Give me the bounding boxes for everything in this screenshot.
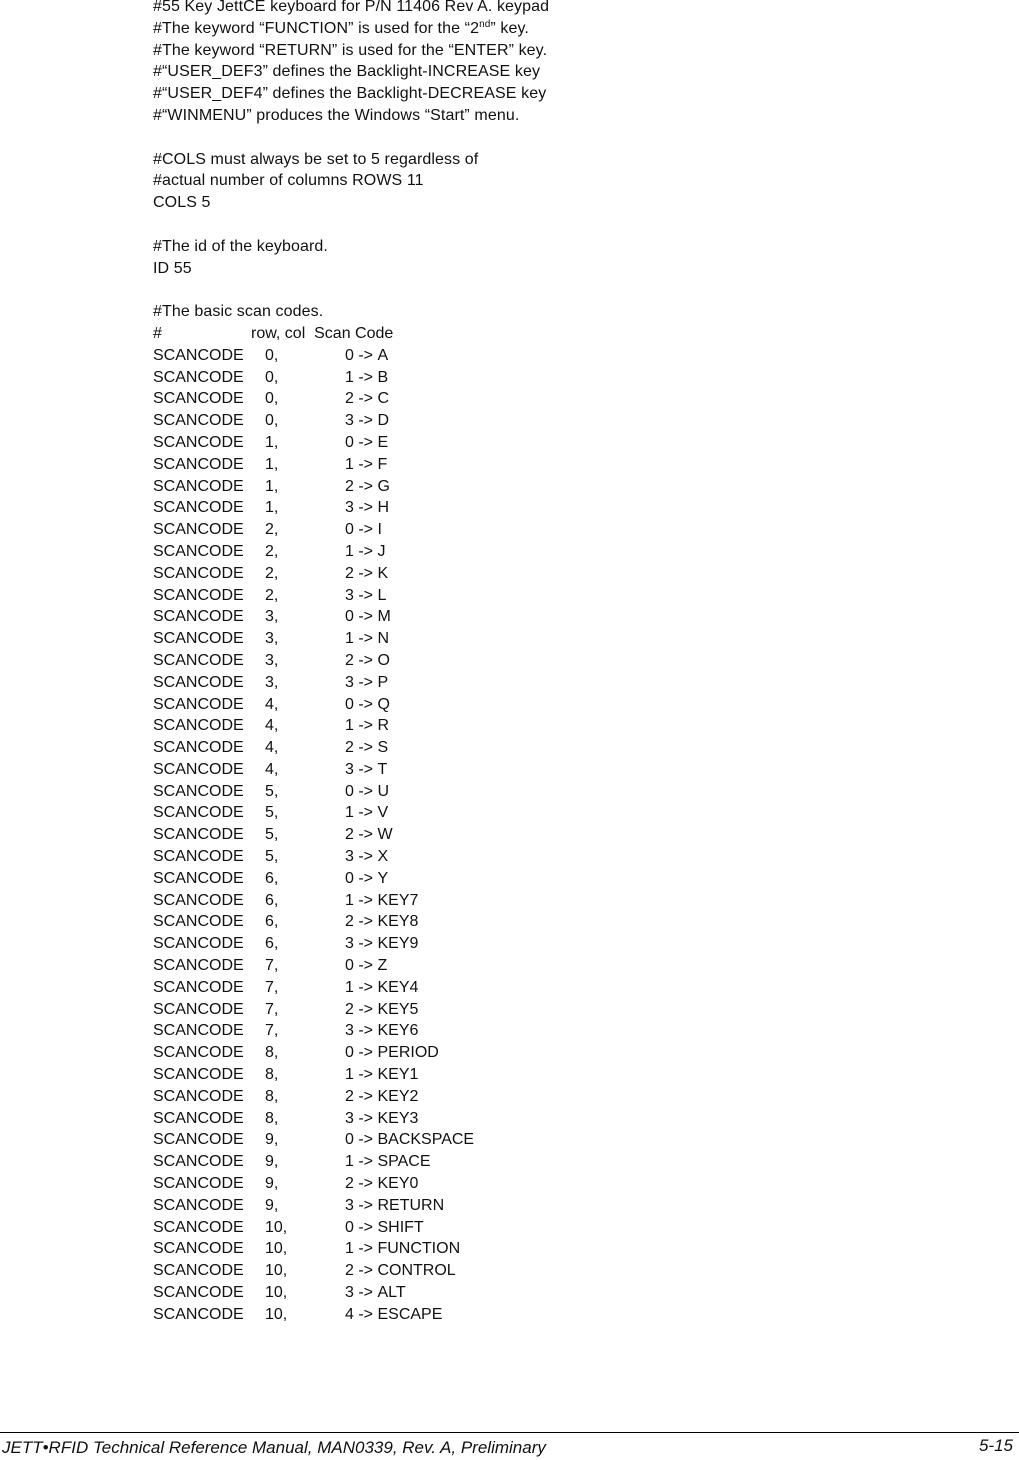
comment-line: #COLS must always be set to 5 regardless of	[153, 150, 479, 168]
blank-line	[153, 214, 973, 236]
scancode-value: C	[377, 390, 390, 408]
scancode-value: G	[377, 477, 390, 495]
scancode-row	[153, 410, 973, 432]
arrow-text: ->	[353, 673, 378, 691]
scancode-value: A	[377, 346, 389, 364]
arrow-text: ->	[353, 869, 378, 887]
scancode-row-index: 2,	[265, 521, 279, 539]
scancode-row-index: 9,	[265, 1131, 279, 1149]
scancode-row	[153, 737, 973, 759]
scancode-col-index: 2	[345, 477, 354, 495]
header-columns: row, col Scan Code	[251, 324, 394, 342]
scancode-col-index: 2	[345, 651, 354, 669]
scancode-row	[153, 694, 973, 716]
scancode-keyword: SCANCODE	[153, 651, 244, 669]
scancode-row-index: 1,	[265, 433, 279, 451]
scancode-value: S	[377, 739, 389, 757]
scancode-keyword: SCANCODE	[153, 1262, 244, 1280]
scancode-row-index: 10,	[265, 1284, 288, 1302]
scancode-col-index: 0	[345, 695, 354, 713]
scancode-value: KEY4	[377, 978, 419, 996]
arrow-text: ->	[353, 412, 378, 430]
comment-line: #“USER_DEF4” defines the Backlight-DECREASE key	[153, 85, 547, 103]
scancode-row	[153, 846, 973, 868]
arrow-text: ->	[353, 1284, 378, 1302]
scancode-keyword: SCANCODE	[153, 1066, 244, 1084]
scancode-row	[153, 672, 973, 694]
scancode-keyword: SCANCODE	[153, 1109, 244, 1127]
scancode-value: F	[377, 455, 388, 473]
scancode-keyword: SCANCODE	[153, 412, 244, 430]
arrow-text: ->	[353, 1022, 378, 1040]
scancode-value: KEY2	[377, 1087, 419, 1105]
scancode-row-index: 6,	[265, 935, 279, 953]
scancode-col-index: 3	[345, 586, 354, 604]
scancode-value: R	[377, 717, 390, 735]
comment-line: #The keyword “RETURN” is used for the “ENTER” key.	[153, 41, 548, 59]
scancode-row	[153, 585, 973, 607]
scancode-row-index: 1,	[265, 477, 279, 495]
arrow-text: ->	[353, 1175, 378, 1193]
scancode-col-index: 3	[345, 1022, 354, 1040]
scancode-value: E	[377, 433, 389, 451]
scancode-row	[153, 606, 973, 628]
scancode-row-index: 5,	[265, 804, 279, 822]
scancode-value: FUNCTION	[377, 1240, 461, 1258]
scancode-col-index: 1	[345, 368, 354, 386]
scancode-row-index: 5,	[265, 826, 279, 844]
scancode-value: L	[377, 586, 387, 604]
arrow-text: ->	[353, 978, 378, 996]
scancode-row	[153, 454, 973, 476]
scancode-value: I	[377, 521, 382, 539]
scancode-keyword: SCANCODE	[153, 1284, 244, 1302]
arrow-text: ->	[353, 1044, 378, 1062]
scancode-row	[153, 781, 973, 803]
scancode-col-index: 1	[345, 978, 354, 996]
scancode-col-index: 0	[345, 521, 354, 539]
scancode-col-index: 3	[345, 935, 354, 953]
scancode-row-index: 8,	[265, 1044, 279, 1062]
scancode-col-index: 0	[345, 1044, 354, 1062]
scancode-value: P	[377, 673, 389, 691]
scancode-col-index: 1	[345, 1240, 354, 1258]
scancode-value: B	[377, 368, 389, 386]
scancode-keyword: SCANCODE	[153, 782, 244, 800]
scancode-col-index: 3	[345, 1109, 354, 1127]
scancode-value: M	[377, 608, 391, 626]
scancode-row-index: 9,	[265, 1153, 279, 1171]
scancode-row	[153, 1238, 973, 1260]
scancode-section	[153, 301, 973, 1325]
scancode-row-index: 4,	[265, 695, 279, 713]
scancode-value: T	[377, 760, 388, 778]
scancode-keyword: SCANCODE	[153, 848, 244, 866]
scancode-row-index: 8,	[265, 1066, 279, 1084]
scancode-keyword: SCANCODE	[153, 1022, 244, 1040]
arrow-text: ->	[353, 608, 378, 626]
scancode-col-index: 0	[345, 957, 354, 975]
scancode-keyword: SCANCODE	[153, 717, 244, 735]
arrow-text: ->	[353, 913, 378, 931]
arrow-text: ->	[353, 1196, 378, 1214]
scancode-row	[153, 715, 973, 737]
scancode-value: RETURN	[377, 1196, 445, 1214]
scancode-col-index: 2	[345, 1262, 354, 1280]
scancode-value: KEY1	[377, 1066, 419, 1084]
scancode-col-index: 2	[345, 1087, 354, 1105]
scancode-col-index: 2	[345, 564, 354, 582]
scancode-col-index: 1	[345, 455, 354, 473]
arrow-text: ->	[353, 935, 378, 953]
scancode-value: H	[377, 499, 390, 517]
scancode-col-index: 3	[345, 412, 354, 430]
scancode-col-index: 1	[345, 804, 354, 822]
scancode-row	[153, 868, 973, 890]
scancode-keyword: SCANCODE	[153, 760, 244, 778]
scancode-row	[153, 1042, 973, 1064]
scancode-row	[153, 824, 973, 846]
scancode-row-index: 8,	[265, 1087, 279, 1105]
scancode-col-index: 1	[345, 717, 354, 735]
scancode-col-index: 1	[345, 1153, 354, 1171]
scancode-row	[153, 999, 973, 1021]
scancode-row-index: 6,	[265, 891, 279, 909]
scancode-value: KEY6	[377, 1022, 419, 1040]
scancode-keyword: SCANCODE	[153, 673, 244, 691]
scancode-keyword: SCANCODE	[153, 913, 244, 931]
arrow-text: ->	[353, 564, 378, 582]
page-number: 5-15	[978, 1436, 1013, 1455]
scancode-keyword: SCANCODE	[153, 477, 244, 495]
scancode-row-index: 0,	[265, 346, 279, 364]
scancode-col-index: 3	[345, 1196, 354, 1214]
arrow-text: ->	[353, 1240, 378, 1258]
scancode-col-index: 4	[345, 1305, 354, 1323]
scancode-keyword: SCANCODE	[153, 978, 244, 996]
scancode-row	[153, 541, 973, 563]
scancode-row	[153, 628, 973, 650]
scancode-row-index: 7,	[265, 1000, 279, 1018]
scancode-col-index: 0	[345, 1131, 354, 1149]
arrow-text: ->	[353, 695, 378, 713]
id-section	[153, 236, 973, 280]
scancode-value: KEY5	[377, 1000, 419, 1018]
arrow-text: ->	[353, 499, 378, 517]
scancode-col-index: 0	[345, 782, 354, 800]
arrow-text: ->	[353, 1153, 378, 1171]
scancode-value: D	[377, 412, 390, 430]
scancode-row	[153, 1020, 973, 1042]
scancode-value: W	[377, 826, 393, 844]
scancode-keyword: SCANCODE	[153, 935, 244, 953]
scancode-row-index: 4,	[265, 760, 279, 778]
arrow-text: ->	[353, 717, 378, 735]
arrow-text: ->	[353, 455, 378, 473]
scancode-value: PERIOD	[377, 1044, 439, 1062]
arrow-text: ->	[353, 739, 378, 757]
scancode-keyword: SCANCODE	[153, 957, 244, 975]
scancode-col-index: 2	[345, 1000, 354, 1018]
arrow-text: ->	[353, 390, 378, 408]
scancode-keyword: SCANCODE	[153, 804, 244, 822]
scancode-row	[153, 650, 973, 672]
scancode-keyword: SCANCODE	[153, 455, 244, 473]
scancode-col-index: 0	[345, 433, 354, 451]
scancode-value: KEY9	[377, 935, 419, 953]
scancode-value: SPACE	[377, 1153, 431, 1171]
document-body	[153, 0, 973, 1326]
scancode-row	[153, 759, 973, 781]
scancode-row	[153, 1282, 973, 1304]
scancode-keyword: SCANCODE	[153, 1000, 244, 1018]
scancode-row	[153, 519, 973, 541]
arrow-text: ->	[353, 957, 378, 975]
scancode-row-index: 6,	[265, 869, 279, 887]
scancode-row-index: 3,	[265, 608, 279, 626]
scancode-row-index: 2,	[265, 542, 279, 560]
scancode-row	[153, 1129, 973, 1151]
scancode-row	[153, 1217, 973, 1239]
scancode-col-index: 3	[345, 848, 354, 866]
scancode-col-index: 0	[345, 608, 354, 626]
arrow-text: ->	[353, 891, 378, 909]
scancode-row-index: 0,	[265, 390, 279, 408]
scancode-row-index: 6,	[265, 913, 279, 931]
scancode-keyword: SCANCODE	[153, 826, 244, 844]
arrow-text: ->	[353, 848, 378, 866]
arrow-text: ->	[353, 1000, 378, 1018]
scancode-keyword: SCANCODE	[153, 1305, 244, 1323]
comment-line: #The basic scan codes.	[153, 303, 324, 321]
scancode-keyword: SCANCODE	[153, 433, 244, 451]
arrow-text: ->	[353, 433, 378, 451]
scancode-row-index: 5,	[265, 782, 279, 800]
scancode-keyword: SCANCODE	[153, 390, 244, 408]
scancode-header	[153, 323, 973, 345]
scancode-col-index: 3	[345, 1284, 354, 1302]
scancode-row-index: 0,	[265, 412, 279, 430]
scancode-col-index: 1	[345, 891, 354, 909]
footer-title: JETT•RFID Technical Reference Manual, MAN0339, Rev. A, Preliminary	[2, 1438, 546, 1457]
scancode-list	[153, 345, 973, 1326]
scancode-value: Y	[377, 869, 389, 887]
arrow-text: ->	[353, 586, 378, 604]
scancode-keyword: SCANCODE	[153, 1196, 244, 1214]
scancode-col-index: 0	[345, 1218, 354, 1236]
cols-setting: COLS 5	[153, 194, 211, 212]
scancode-row-index: 4,	[265, 717, 279, 735]
header-comments	[153, 0, 973, 127]
scancode-keyword: SCANCODE	[153, 891, 244, 909]
scancode-row-index: 3,	[265, 673, 279, 691]
arrow-text: ->	[353, 1131, 378, 1149]
scancode-value: V	[377, 804, 389, 822]
scancode-keyword: SCANCODE	[153, 499, 244, 517]
scancode-keyword: SCANCODE	[153, 1153, 244, 1171]
scancode-value: BACKSPACE	[377, 1131, 475, 1149]
scancode-row-index: 5,	[265, 848, 279, 866]
scancode-keyword: SCANCODE	[153, 1044, 244, 1062]
scancode-row	[153, 890, 973, 912]
scancode-value: U	[377, 782, 390, 800]
scancode-row-index: 7,	[265, 957, 279, 975]
scancode-row-index: 8,	[265, 1109, 279, 1127]
scancode-row-index: 10,	[265, 1240, 288, 1258]
scancode-row	[153, 977, 973, 999]
scancode-value: N	[377, 630, 390, 648]
scancode-col-index: 2	[345, 739, 354, 757]
scancode-row	[153, 1304, 973, 1326]
arrow-text: ->	[353, 804, 378, 822]
header-hash: #	[153, 324, 162, 342]
scancode-row-index: 1,	[265, 499, 279, 517]
scancode-col-index: 1	[345, 542, 354, 560]
arrow-text: ->	[353, 1262, 378, 1280]
scancode-keyword: SCANCODE	[153, 739, 244, 757]
scancode-row-index: 3,	[265, 651, 279, 669]
scancode-col-index: 0	[345, 869, 354, 887]
scancode-keyword: SCANCODE	[153, 1087, 244, 1105]
arrow-text: ->	[353, 1218, 378, 1236]
scancode-row	[153, 1151, 973, 1173]
scancode-value: J	[377, 542, 386, 560]
arrow-text: ->	[353, 542, 378, 560]
scancode-col-index: 2	[345, 1175, 354, 1193]
scancode-col-index: 3	[345, 673, 354, 691]
scancode-row	[153, 911, 973, 933]
arrow-text: ->	[353, 826, 378, 844]
scancode-keyword: SCANCODE	[153, 564, 244, 582]
scancode-keyword: SCANCODE	[153, 1175, 244, 1193]
scancode-row-index: 1,	[265, 455, 279, 473]
scancode-row	[153, 497, 973, 519]
scancode-col-index: 0	[345, 346, 354, 364]
scancode-value: K	[377, 564, 389, 582]
comment-line: #The id of the keyboard.	[153, 237, 328, 255]
scancode-value: O	[377, 651, 390, 669]
scancode-row	[153, 345, 973, 367]
scancode-row	[153, 1086, 973, 1108]
scancode-keyword: SCANCODE	[153, 1218, 244, 1236]
scancode-keyword: SCANCODE	[153, 869, 244, 887]
scancode-row	[153, 476, 973, 498]
scancode-row-index: 10,	[265, 1262, 288, 1280]
arrow-text: ->	[353, 1066, 378, 1084]
scancode-row-index: 4,	[265, 739, 279, 757]
scancode-value: Z	[377, 957, 388, 975]
scancode-keyword: SCANCODE	[153, 542, 244, 560]
arrow-text: ->	[353, 1305, 378, 1323]
footer-rule	[0, 1432, 1019, 1433]
scancode-row	[153, 1173, 973, 1195]
arrow-text: ->	[353, 630, 378, 648]
scancode-value: KEY7	[377, 891, 419, 909]
arrow-text: ->	[353, 346, 378, 364]
scancode-row	[153, 955, 973, 977]
blank-line	[153, 279, 973, 301]
scancode-keyword: SCANCODE	[153, 346, 244, 364]
scancode-col-index: 2	[345, 913, 354, 931]
scancode-row	[153, 388, 973, 410]
arrow-text: ->	[353, 782, 378, 800]
arrow-text: ->	[353, 521, 378, 539]
scancode-row-index: 10,	[265, 1305, 288, 1323]
scancode-row	[153, 1195, 973, 1217]
scancode-value: SHIFT	[377, 1218, 424, 1236]
scancode-value: KEY8	[377, 913, 419, 931]
scancode-value: ALT	[377, 1284, 406, 1302]
scancode-keyword: SCANCODE	[153, 521, 244, 539]
comment-line: #actual number of columns ROWS 11	[153, 172, 424, 190]
scancode-row	[153, 1064, 973, 1086]
scancode-keyword: SCANCODE	[153, 1131, 244, 1149]
scancode-keyword: SCANCODE	[153, 630, 244, 648]
scancode-row	[153, 367, 973, 389]
scancode-value: X	[377, 848, 389, 866]
scancode-keyword: SCANCODE	[153, 586, 244, 604]
scancode-row	[153, 1108, 973, 1130]
arrow-text: ->	[353, 1109, 378, 1127]
comment-line: #“WINMENU” produces the Windows “Start” menu.	[153, 106, 520, 124]
arrow-text: ->	[353, 760, 378, 778]
scancode-keyword: SCANCODE	[153, 608, 244, 626]
arrow-text: ->	[353, 477, 378, 495]
cols-section	[153, 149, 973, 214]
scancode-col-index: 1	[345, 1066, 354, 1084]
scancode-value: KEY3	[377, 1109, 419, 1127]
comment-line: #“USER_DEF3” defines the Backlight-INCREASE key	[153, 63, 541, 81]
scancode-row-index: 9,	[265, 1175, 279, 1193]
scancode-row-index: 9,	[265, 1196, 279, 1214]
arrow-text: ->	[353, 1087, 378, 1105]
scancode-row	[153, 802, 973, 824]
scancode-value: ESCAPE	[377, 1305, 443, 1323]
scancode-col-index: 3	[345, 760, 354, 778]
scancode-col-index: 3	[345, 499, 354, 517]
scancode-row-index: 3,	[265, 630, 279, 648]
scancode-row-index: 10,	[265, 1218, 288, 1236]
scancode-keyword: SCANCODE	[153, 1240, 244, 1258]
scancode-row-index: 0,	[265, 368, 279, 386]
scancode-value: Q	[377, 695, 390, 713]
scancode-row-index: 7,	[265, 978, 279, 996]
scancode-keyword: SCANCODE	[153, 695, 244, 713]
scancode-keyword: SCANCODE	[153, 368, 244, 386]
comment-line: #55 Key JettCE keyboard for P/N 11406 Rev A. keypad	[153, 0, 550, 15]
scancode-row	[153, 933, 973, 955]
scancode-row-index: 7,	[265, 1022, 279, 1040]
comment-line-function-key: #The keyword “FUNCTION” is used for the “2nd” key.	[153, 18, 529, 37]
scancode-row	[153, 563, 973, 585]
arrow-text: ->	[353, 651, 378, 669]
scancode-row-index: 2,	[265, 586, 279, 604]
scancode-value: KEY0	[377, 1175, 419, 1193]
arrow-text: ->	[353, 368, 378, 386]
scancode-col-index: 2	[345, 390, 354, 408]
scancode-row	[153, 432, 973, 454]
scancode-col-index: 1	[345, 630, 354, 648]
scancode-value: CONTROL	[377, 1262, 456, 1280]
id-setting: ID 55	[153, 259, 192, 277]
scancode-row-index: 2,	[265, 564, 279, 582]
scancode-row	[153, 1260, 973, 1282]
scancode-col-index: 2	[345, 826, 354, 844]
blank-line	[153, 127, 973, 149]
